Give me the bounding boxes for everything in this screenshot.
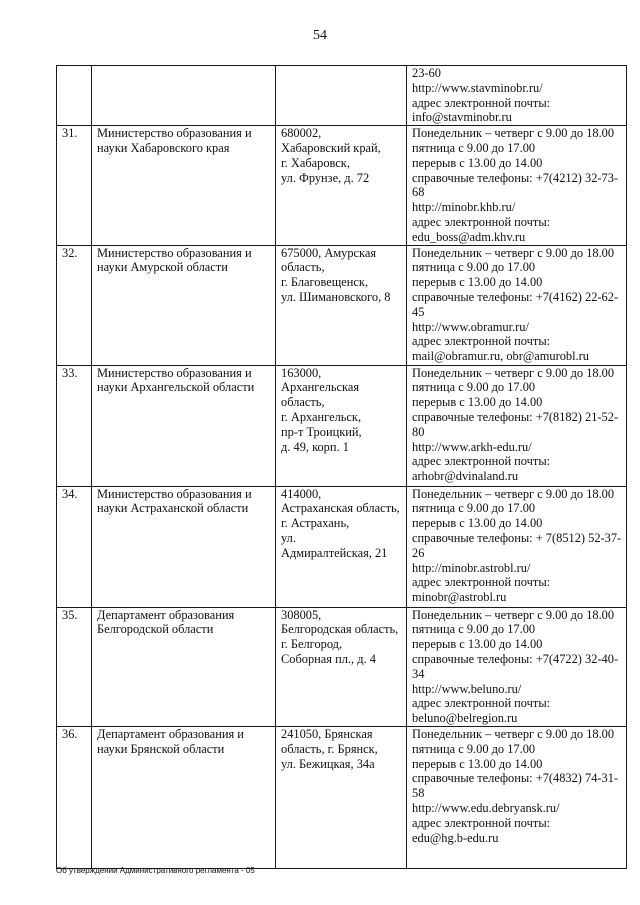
table-row bbox=[57, 126, 627, 245]
page-number: 54 bbox=[313, 28, 327, 43]
table-row bbox=[57, 726, 627, 868]
row-number: 36. bbox=[57, 726, 92, 868]
organization-name: Департамент образования Белгородской области bbox=[92, 607, 276, 726]
organization-address: 308005, Белгородская область, г. Белгород, Соборная пл., д. 4 bbox=[276, 607, 407, 726]
row-number: 34. bbox=[57, 486, 92, 607]
row-number bbox=[57, 66, 92, 126]
organization-name: Министерство образования и науки Амурской области bbox=[92, 245, 276, 365]
organization-name bbox=[92, 66, 276, 126]
row-number: 35. bbox=[57, 607, 92, 726]
row-number: 33. bbox=[57, 365, 92, 486]
organization-address: 414000, Астраханская область, г. Астрахань, ул. Адмиралтейская, 21 bbox=[276, 486, 407, 607]
table-row bbox=[57, 66, 627, 126]
table-row bbox=[57, 245, 627, 365]
organization-contacts: Понедельник – четверг с 9.00 до 18.00 пятница с 9.00 до 17.00 перерыв с 13.00 до 14.00 справочные телефоны: +7(4722) 32-40-34 http://www.beluno.ru/ адрес электронной почты: beluno@belregion.ru bbox=[407, 607, 627, 726]
organization-contacts: Понедельник – четверг с 9.00 до 18.00 пятница с 9.00 до 17.00 перерыв с 13.00 до 14.00 справочные телефоны: +7(4162) 22-62-45 http://www.obramur.ru/ адрес электронной почты: mail@obramur.ru, obr@amurobl.ru bbox=[407, 245, 627, 365]
table-row bbox=[57, 486, 627, 607]
organization-address: 163000, Архангельская область, г. Архангельск, пр-т Троицкий, д. 49, корп. 1 bbox=[276, 365, 407, 486]
row-number: 32. bbox=[57, 245, 92, 365]
organization-name: Министерство образования и науки Хабаровского края bbox=[92, 126, 276, 245]
footer-text: Об утверждении Административного регламента - 05 bbox=[56, 866, 255, 875]
organization-address: 680002, Хабаровский край, г. Хабаровск, ул. Фрунзе, д. 72 bbox=[276, 126, 407, 245]
organization-contacts: Понедельник – четверг с 9.00 до 18.00 пятница с 9.00 до 17.00 перерыв с 13.00 до 14.00 справочные телефоны: +7(4212) 32-73-68 http://minobr.khb.ru/ адрес электронной почты: edu_boss@adm.khv.ru bbox=[407, 126, 627, 245]
organization-contacts: Понедельник – четверг с 9.00 до 18.00 пятница с 9.00 до 17.00 перерыв с 13.00 до 14.00 справочные телефоны: +7(8182) 21-52-80 http://www.arkh-edu.ru/ адрес электронной почты: arhobr@dvinaland.ru bbox=[407, 365, 627, 486]
organization-contacts: Понедельник – четверг с 9.00 до 18.00 пятница с 9.00 до 17.00 перерыв с 13.00 до 14.00 справочные телефоны: +7(4832) 74-31-58 http://www.edu.debryansk.ru/ адрес электронной почты: edu@hg.b-edu.ru bbox=[407, 726, 627, 868]
registry-table bbox=[56, 65, 627, 869]
organization-address: 675000, Амурская область, г. Благовещенск, ул. Шимановского, 8 bbox=[276, 245, 407, 365]
organization-contacts: Понедельник – четверг с 9.00 до 18.00 пятница с 9.00 до 17.00 перерыв с 13.00 до 14.00 справочные телефоны: + 7(8512) 52-37-26 http://minobr.astrobl.ru/ адрес электронной почты: minobr@astrobl.ru bbox=[407, 486, 627, 607]
table-row bbox=[57, 365, 627, 486]
organization-address bbox=[276, 66, 407, 126]
organization-name: Министерство образования и науки Астраханской области bbox=[92, 486, 276, 607]
organization-contacts: 23-60 http://www.stavminobr.ru/ адрес электронной почты: info@stavminobr.ru bbox=[407, 66, 627, 126]
table-row bbox=[57, 607, 627, 726]
organization-name: Министерство образования и науки Архангельской области bbox=[92, 365, 276, 486]
organization-address: 241050, Брянская область, г. Брянск, ул. Бежицкая, 34а bbox=[276, 726, 407, 868]
row-number: 31. bbox=[57, 126, 92, 245]
organization-name: Департамент образования и науки Брянской области bbox=[92, 726, 276, 868]
